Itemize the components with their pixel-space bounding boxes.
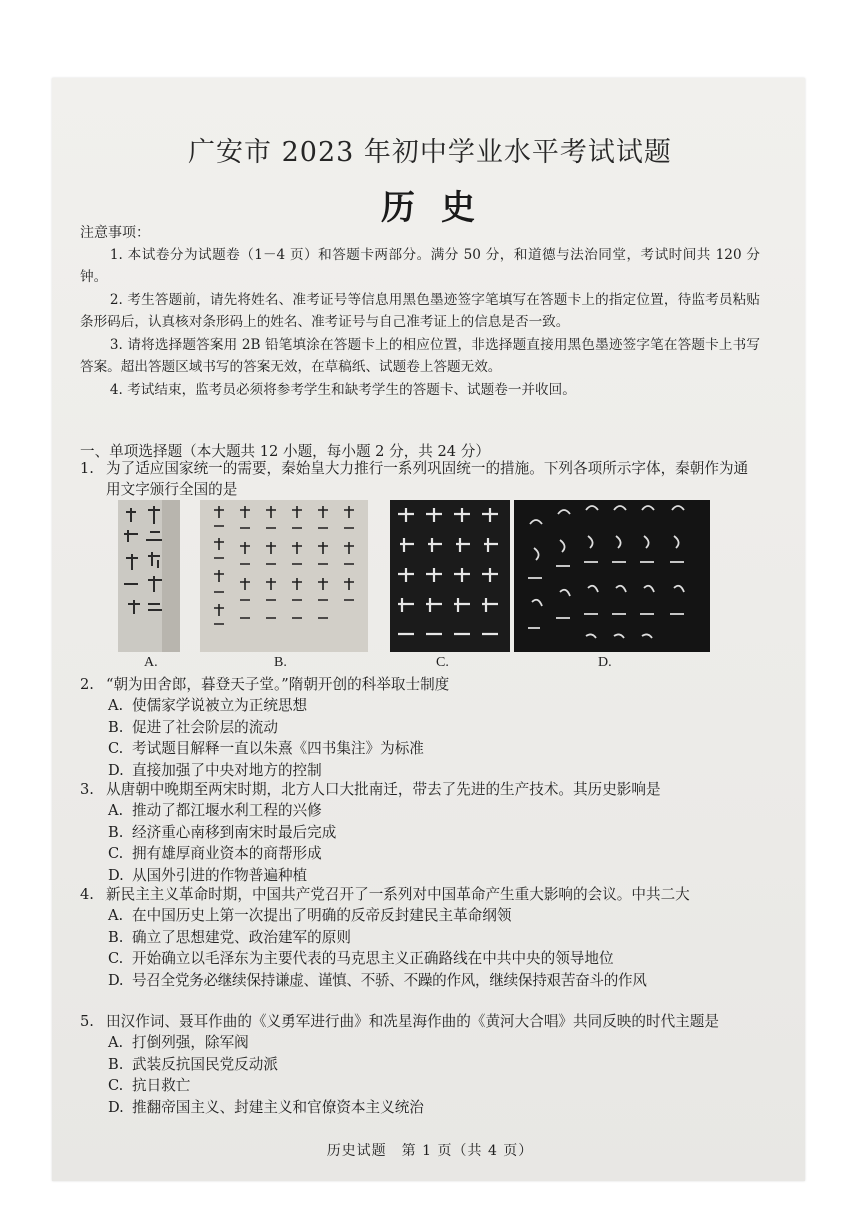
question-number: 3. xyxy=(80,781,94,798)
notes-heading: 注意事项： xyxy=(80,225,150,241)
notes-list xyxy=(80,244,760,402)
note-item: 3. 请将选择题答案用 2B 铅笔填涂在答题卡上的相应位置，非选择题直接用黑色墨迹签字笔在答题卡上书写答案。超出答题区域书写的答案无效，在草稿纸、试题卷上答题无效。 xyxy=(80,337,760,375)
calligraphy-image-d xyxy=(514,500,710,652)
option-d: D. 从国外引进的作物普遍种植 xyxy=(108,866,308,884)
calligraphy-options xyxy=(118,500,718,670)
image-label-b: B. xyxy=(274,655,287,670)
question-number: 2. xyxy=(80,676,94,693)
image-label-c: C. xyxy=(436,655,449,670)
note-item: 2. 考生答题前，请先将姓名、准考证号等信息用黑色墨迹签字笔填写在答题卡上的指定位置，待监考员粘贴条形码后，认真核对条形码上的姓名、准考证号与自己准考证上的信息是否一致。 xyxy=(80,292,760,330)
question-stem: “朝为田舍郎，暮登天子堂。”隋朝开创的科举取士制度 xyxy=(106,676,450,693)
subject-title: 历史 xyxy=(381,188,501,228)
option-c: C. 开始确立以毛泽东为主要代表的马克思主义正确路线在中共中央的领导地位 xyxy=(108,950,614,967)
question-stem: 从唐朝中晚期至两宋时期，北方人口大批南迁，带去了先进的生产技术。其历史影响是 xyxy=(106,781,661,798)
note-item: 4. 考试结束，监考员必须将参考学生和缺考学生的答题卡、试题卷一并收回。 xyxy=(109,382,576,398)
question-1 xyxy=(80,458,760,500)
note-item: 1. 本试卷分为试题卷（1－4 页）和答题卡两部分。满分 50 分，和道德与法治同堂，考试时间共 120 分钟。 xyxy=(80,247,760,285)
question-number: 4. xyxy=(80,886,94,903)
calligraphy-image-c xyxy=(390,500,510,652)
option-a: A. 推动了都江堰水利工程的兴修 xyxy=(108,802,322,819)
option-a: A. 使儒家学说被立为正统思想 xyxy=(108,697,308,714)
question-3 xyxy=(80,779,760,886)
option-d: D. 推翻帝国主义、封建主义和官僚资本主义统治 xyxy=(108,1098,424,1116)
option-a: A. 在中国历史上第一次提出了明确的反帝反封建民主革命纲领 xyxy=(108,907,512,924)
question-2 xyxy=(80,674,760,781)
question-number: 1. xyxy=(80,460,94,477)
page-footer: 历史试题 第 1 页（共 4 页） xyxy=(326,1143,534,1159)
option-c: C. 拥有雄厚商业资本的商帮形成 xyxy=(108,845,322,862)
calligraphy-image-a xyxy=(118,500,180,652)
option-c: C. 考试题目解释一直以朱熹《四书集注》为标准 xyxy=(108,740,424,757)
option-d: D. 号召全党务必继续保持谦虚、谨慎、不骄、不躁的作风，继续保持艰苦奋斗的作风 xyxy=(108,971,647,989)
question-stem: 为了适应国家统一的需要，秦始皇大力推行一系列巩固统一的措施。下列各项所示字体，秦朝作为通用文字颁行全国的是 xyxy=(106,460,749,498)
question-stem: 田汉作词、聂耳作曲的《义勇军进行曲》和冼星海作曲的《黄河大合唱》共同反映的时代主题是 xyxy=(106,1013,719,1030)
option-b: B. 确立了思想建党、政治建军的原则 xyxy=(108,928,351,946)
section-heading: 一、单项选择题（本大题共 12 小题，每小题 2 分，共 24 分） xyxy=(80,443,490,460)
question-5 xyxy=(80,1011,760,1118)
calligraphy-image-b xyxy=(200,500,368,652)
question-number: 5. xyxy=(80,1013,94,1030)
option-a: A. 打倒列强，除军阀 xyxy=(108,1034,249,1051)
image-label-d: D. xyxy=(598,655,612,670)
question-stem: 新民主主义革命时期，中国共产党召开了一系列对中国革命产生重大影响的会议。中共二大 xyxy=(106,886,690,903)
question-4 xyxy=(80,884,760,991)
option-b: B. 武装反抗国民党反动派 xyxy=(108,1055,278,1073)
option-c: C. 抗日救亡 xyxy=(108,1077,191,1094)
option-b: B. 促进了社会阶层的流动 xyxy=(108,718,278,736)
page-title: 广安市 2023 年初中学业水平考试试题 xyxy=(188,137,672,168)
option-b: B. 经济重心南移到南宋时最后完成 xyxy=(108,823,337,841)
image-label-a: A. xyxy=(144,655,158,670)
option-d: D. 直接加强了中央对地方的控制 xyxy=(108,761,322,779)
